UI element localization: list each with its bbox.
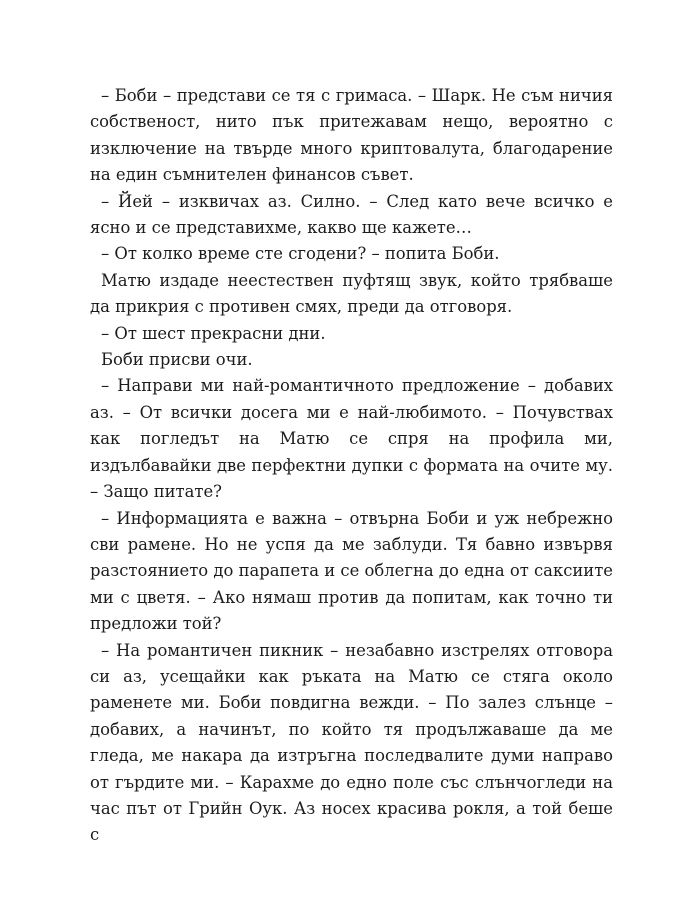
paragraph: – На романтичен пикник – незабавно изстрелях отговора си аз, усещайки как ръката на Матю се стяга около раменете ми. Боби повдигна вежди. – По залез слънце – добавих, а начинът, по който тя продължаваше да ме гледа, ме накара да изтръгна последвалите думи направо от гърдите ми. – Карахме до едно поле със слънчогледи на час път от Грийн Оук. Аз носех красива рокля, а той беше с	[90, 640, 613, 845]
paragraph: – От колко време сте сгодени? – попита Боби.	[101, 244, 500, 264]
paragraph: – Направи ми най-романтичното предложение – добавих аз. – От всички досега ми е най-любимото. – Почувствах как погледът на Матю се спря на профила ми, издълбавайки две перфектни дупки с формата на очите му. – Защо питате?	[90, 376, 613, 502]
paragraph: – Йей – изквичах аз. Силно. – След като вече всичко е ясно и се представихме, какво ще кажете…	[90, 191, 613, 238]
paragraph: – От шест прекрасни дни.	[101, 323, 326, 343]
paragraph: – Информацията е важна – отвърна Боби и уж небрежно сви рамене. Но не успя да ме заблуди. Тя бавно извървя разстоянието до парапета и се облегна до една от саксиите ми с цветя. – Ако нямаш против да попитам, как точно ти предложи той?	[90, 508, 613, 634]
paragraph: – Боби – представи се тя с гримаса. – Шарк. Не съм ничия собственост, нито пък притежавам нещо, вероятно с изключение на твърде много криптовалута, благодарение на един съмнителен финансов съвет.	[90, 86, 613, 185]
body-text	[90, 83, 613, 849]
paragraph: Матю издаде неестествен пуфтящ звук, който трябваше да прикрия с противен смях, преди да отговоря.	[90, 270, 613, 317]
paragraph: Боби присви очи.	[101, 350, 253, 370]
